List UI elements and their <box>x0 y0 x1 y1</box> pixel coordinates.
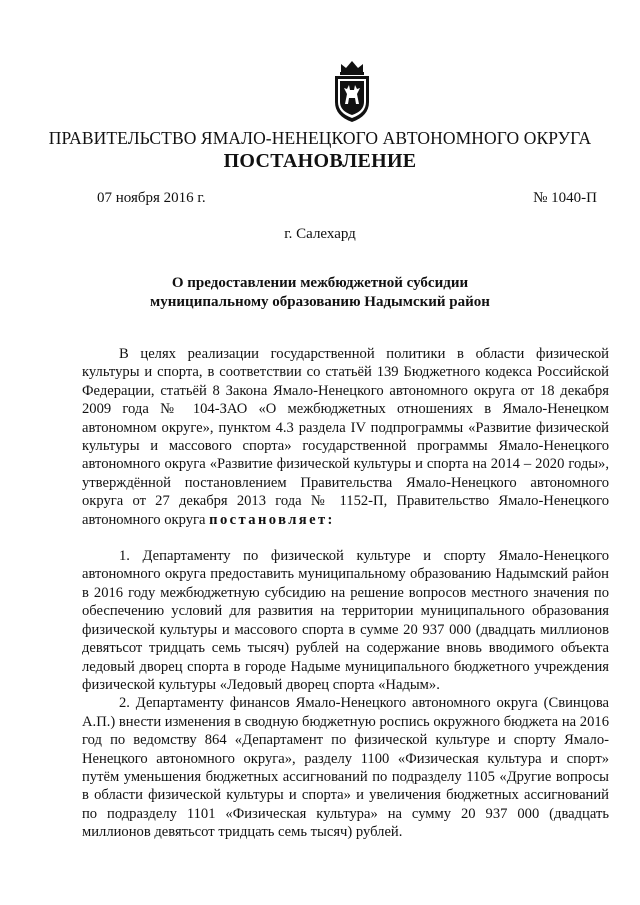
document-city: г. Салехард <box>284 226 356 242</box>
preamble-text: В целях реализации государственной политики в области физической культуры и спорта, в соответствии со статьёй 139 Бюджетного кодекса Российской Федерации, статьёй 8 Закона Ямало-Ненецкого автономного округа от 18 декабря 2009 года № 104-ЗАО «О межбюджетных отношениях в Ямало-Ненецком автономном округе», пунктом 4.3 раздела IV подпрограммы «Развитие физической культуры и массового спорта» государственной программы Ямало-Ненецкого автономного округа «Развитие физической культуры и спорта на 2014 – 2020 годы», утверждённой постановлением Правительства Ямало-Ненецкого автономного округа от 27 декабря 2013 года № 1152-П, Правительство Ямало-Ненецкого автономного округа <box>82 346 609 528</box>
document-body <box>82 345 609 842</box>
document-title <box>0 274 640 312</box>
document-number: № 1040-П <box>533 190 597 206</box>
item-2-paragraph: 2. Департаменту финансов Ямало-Ненецкого автономного округа (Свинцова А.П.) внести изменения в сводную бюджетную роспись окружного бюджета на 2016 год по ведомству 864 «Департамент по физической культуре и спорту Ямало-Ненецкого автономного округа», разделу 1100 «Физическая культура и спорт» путём уменьшения бюджетных ассигнований по подразделу 1105 «Другие вопросы в области физической культуры и спорта» и увеличения бюджетных ассигнований по подразделу 1101 «Физическая культура» на сумму 20 937 000 (двадцать миллионов девятьсот тридцать семь тысяч) рублей. <box>82 695 609 841</box>
title-line-2: муниципальному образованию Надымский район <box>150 294 490 310</box>
item-1-paragraph: 1. Департаменту по физической культуре и спорту Ямало-Ненецкого автономного округа предоставить муниципальному образованию Надымский район в 2016 году межбюджетную субсидию на решение вопросов местного значения по обеспечению условий для развития на территории муниципального образования физической культуры и массового спорта в сумме 20 937 000 (двадцать миллионов девятьсот тридцать семь тысяч) рублей на содержание вновь вводимого объекта ледовый дворец спорта в городе Надыме муниципального бюджетного учреждения физической культуры «Ледовый дворец спорта «Надым». <box>82 548 609 693</box>
title-line-1: О предоставлении межбюджетной субсидии <box>171 275 469 291</box>
document-type: ПОСТАНОВЛЕНИЕ <box>223 150 417 172</box>
organization-name: ПРАВИТЕЛЬСТВО ЯМАЛО-НЕНЕЦКОГО АВТОНОМНОГО ОКРУГА <box>48 128 592 148</box>
coat-of-arms-icon <box>327 58 377 124</box>
resolves-keyword: постановляет: <box>209 511 335 528</box>
preamble-paragraph <box>82 345 609 529</box>
document-date: 07 ноября 2016 г. <box>97 190 206 206</box>
